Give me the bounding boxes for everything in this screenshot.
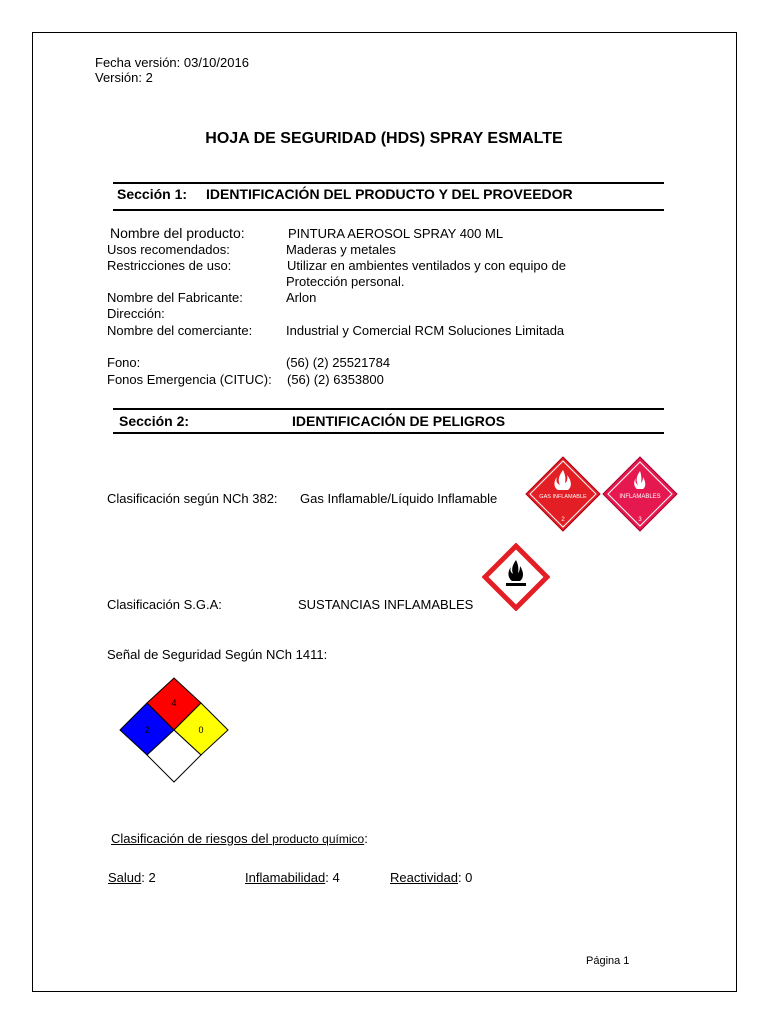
reactividad-value: : 0 [457, 870, 473, 885]
field-value-product: PINTURA AEROSOL SPRAY 400 ML [288, 226, 504, 241]
field-value-phone: (56) (2) 25521784 [286, 355, 391, 370]
section2-title: IDENTIFICACIÓN DE PELIGROS [292, 413, 506, 429]
field-label-manufacturer: Nombre del Fabricante: [107, 290, 243, 305]
section1-label: Sección 1: [117, 186, 188, 202]
field-value-uses: Maderas y metales [286, 242, 396, 257]
field-value-restrictions-line2: Protección personal. [286, 274, 405, 289]
nch382-value: Gas Inflamable/Líquido Inflamable [300, 491, 498, 506]
field-label-phone: Fono: [107, 355, 141, 370]
field-label-address: Dirección: [107, 306, 165, 321]
field-value-merchant: Industrial y Comercial RCM Soluciones Limitada [286, 323, 565, 338]
salud-value: : 2 [141, 870, 156, 885]
salud-rating [108, 870, 156, 885]
field-label-product: Nombre del producto: [110, 225, 245, 241]
riesgos-title [111, 831, 368, 846]
riesgos-title-c: : [364, 831, 368, 846]
placard1-number: 2 [561, 517, 565, 523]
section2-bottom-rule [113, 432, 664, 434]
field-label-uses: Usos recomendados: [107, 242, 230, 257]
field-value-emergency: (56) (2) 6353800 [287, 372, 384, 387]
inflamabilidad-value: : 4 [325, 870, 340, 885]
inflamabilidad-label: Inflamabilidad [245, 870, 326, 885]
nch1411-label: Señal de Seguridad Según NCh 1411: [107, 647, 328, 662]
section2-label: Sección 2: [119, 413, 190, 429]
placard1-text: GAS INFLAMABLE [539, 494, 587, 500]
salud-label: Salud [108, 870, 142, 885]
version-number: Versión: 2 [95, 70, 153, 85]
sga-value: SUSTANCIAS INFLAMABLES [298, 597, 474, 612]
field-value-manufacturer: Arlon [286, 290, 317, 305]
sga-label: Clasificación S.G.A: [107, 597, 222, 612]
nfpa-health: 2 [144, 725, 150, 735]
placard2-text: INFLAMABLES [619, 494, 661, 500]
version-date: Fecha versión: 03/10/2016 [95, 55, 249, 70]
section1-top-rule [113, 182, 664, 184]
inflammable-placard-icon [602, 456, 678, 532]
nch382-label: Clasificación según NCh 382: [107, 491, 278, 506]
document-title: HOJA DE SEGURIDAD (HDS) SPRAY ESMALTE [205, 130, 563, 147]
riesgos-title-b: producto químico [272, 832, 365, 846]
field-label-emergency: Fonos Emergencia (CITUC): [107, 372, 272, 387]
section2-top-rule [113, 408, 664, 410]
reactividad-rating [390, 870, 472, 885]
inflamabilidad-rating [245, 870, 340, 885]
reactividad-label: Reactividad [390, 870, 458, 885]
section1-bottom-rule [113, 209, 664, 211]
placard2-number: 3 [638, 517, 642, 523]
nfpa-reactivity: 0 [198, 725, 204, 735]
page-number: Página 1 [586, 955, 630, 967]
riesgos-title-a: Clasificación de riesgos del [111, 831, 273, 846]
nfpa-diamond-icon [116, 676, 232, 784]
nfpa-flammability: 4 [171, 698, 177, 708]
gas-inflammable-placard-icon [525, 456, 601, 532]
field-label-merchant: Nombre del comerciante: [107, 323, 253, 338]
section1-title: IDENTIFICACIÓN DEL PRODUCTO Y DEL PROVEEDOR [206, 186, 573, 202]
field-label-restrictions: Restricciones de uso: [107, 258, 232, 273]
field-value-restrictions: Utilizar en ambientes ventilados y con equipo de [287, 258, 566, 273]
ghs-flame-icon [482, 543, 550, 611]
